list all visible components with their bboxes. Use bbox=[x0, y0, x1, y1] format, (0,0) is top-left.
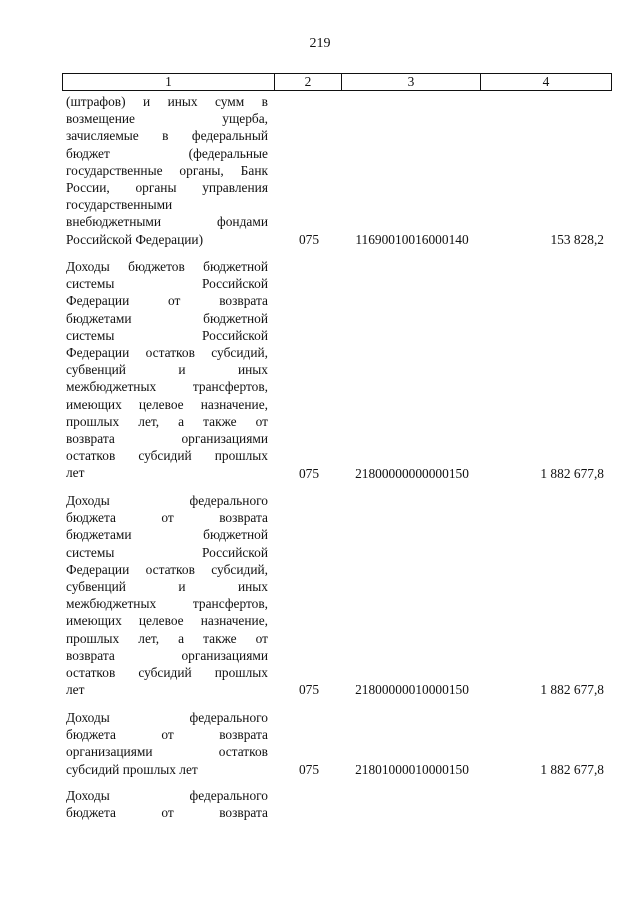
description-line: системы Российской bbox=[66, 327, 268, 343]
description-line: Федерации остатков субсидий, bbox=[66, 561, 268, 577]
header-col-3: 3 bbox=[407, 74, 415, 89]
description-line: прошлых лет, а также от bbox=[66, 630, 268, 646]
description-line: Федерации остатков субсидий, bbox=[66, 344, 268, 360]
header-col-4: 4 bbox=[542, 74, 550, 89]
row-description bbox=[66, 492, 268, 698]
header-col-1: 1 bbox=[165, 74, 172, 89]
description-line: остатков субсидий прошлых bbox=[66, 664, 268, 680]
row-code: 075 bbox=[298, 232, 320, 247]
row-amount: 1 882 677,8 bbox=[540, 682, 604, 697]
row-description bbox=[66, 709, 268, 778]
description-line: бюджетами бюджетной bbox=[66, 310, 268, 326]
description-line: имеющих целевое назначение, bbox=[66, 396, 268, 412]
description-line: бюджетами бюджетной bbox=[66, 527, 268, 543]
description-line: субвенций и иных bbox=[66, 362, 268, 378]
row-kbk: 21800000010000150 bbox=[355, 682, 469, 697]
description-line: Доходы федерального bbox=[66, 788, 268, 803]
description-line: межбюджетных трансфертов, bbox=[66, 596, 268, 612]
description-line: бюджета от возврата bbox=[66, 805, 268, 821]
row-code: 075 bbox=[298, 762, 320, 777]
description-line: государственными bbox=[66, 197, 173, 213]
description-line: лет bbox=[66, 682, 85, 698]
description-line: субвенций и иных bbox=[66, 578, 268, 594]
description-line: России, органы управления bbox=[66, 179, 268, 195]
description-line: зачисляемые в федеральный bbox=[66, 128, 268, 144]
row-description bbox=[66, 93, 268, 248]
description-line: организациями остатков bbox=[66, 744, 268, 760]
row-kbk: 11690010016000140 bbox=[355, 232, 469, 247]
description-line: Доходы федерального bbox=[66, 493, 268, 508]
description-line: прошлых лет, а также от bbox=[66, 413, 268, 429]
row-amount: 1 882 677,8 bbox=[540, 466, 604, 481]
row-description bbox=[66, 787, 268, 821]
header-col-2: 2 bbox=[304, 74, 312, 89]
row-kbk: 21800000000000150 bbox=[355, 466, 469, 481]
description-line: Российской Федерации) bbox=[66, 231, 204, 247]
description-line: остатков субсидий прошлых bbox=[66, 448, 268, 464]
description-line: возврата организациями bbox=[66, 430, 268, 446]
description-line: бюджета от возврата bbox=[66, 727, 268, 743]
description-line: Доходы бюджетов бюджетной bbox=[66, 259, 268, 274]
row-code: 075 bbox=[298, 466, 320, 481]
row-amount: 1 882 677,8 bbox=[540, 762, 604, 777]
description-line: бюджет (федеральные bbox=[66, 145, 268, 161]
description-line: возмещение ущерба, bbox=[66, 111, 268, 127]
description-line: лет bbox=[66, 465, 85, 481]
description-line: государственные органы, Банк bbox=[66, 162, 268, 178]
row-description bbox=[66, 258, 268, 481]
row-amount: 153 828,2 bbox=[550, 232, 604, 247]
page-number: 219 bbox=[309, 36, 331, 51]
description-line: системы Российской bbox=[66, 276, 268, 292]
description-line: возврата организациями bbox=[66, 647, 268, 663]
description-line: системы Российской bbox=[66, 544, 268, 560]
description-line: (штрафов) и иных сумм в bbox=[66, 94, 268, 109]
description-line: Доходы федерального bbox=[66, 710, 268, 725]
description-line: имеющих целевое назначение, bbox=[66, 613, 268, 629]
table-header bbox=[62, 73, 612, 91]
description-line: бюджета от возврата bbox=[66, 510, 268, 526]
description-line: субсидий прошлых лет bbox=[66, 761, 198, 777]
description-line: Федерации от возврата bbox=[66, 293, 268, 309]
description-line: межбюджетных трансфертов, bbox=[66, 379, 268, 395]
row-kbk: 21801000010000150 bbox=[355, 762, 469, 777]
row-code: 075 bbox=[298, 682, 320, 697]
description-line: внебюджетными фондами bbox=[66, 214, 268, 230]
